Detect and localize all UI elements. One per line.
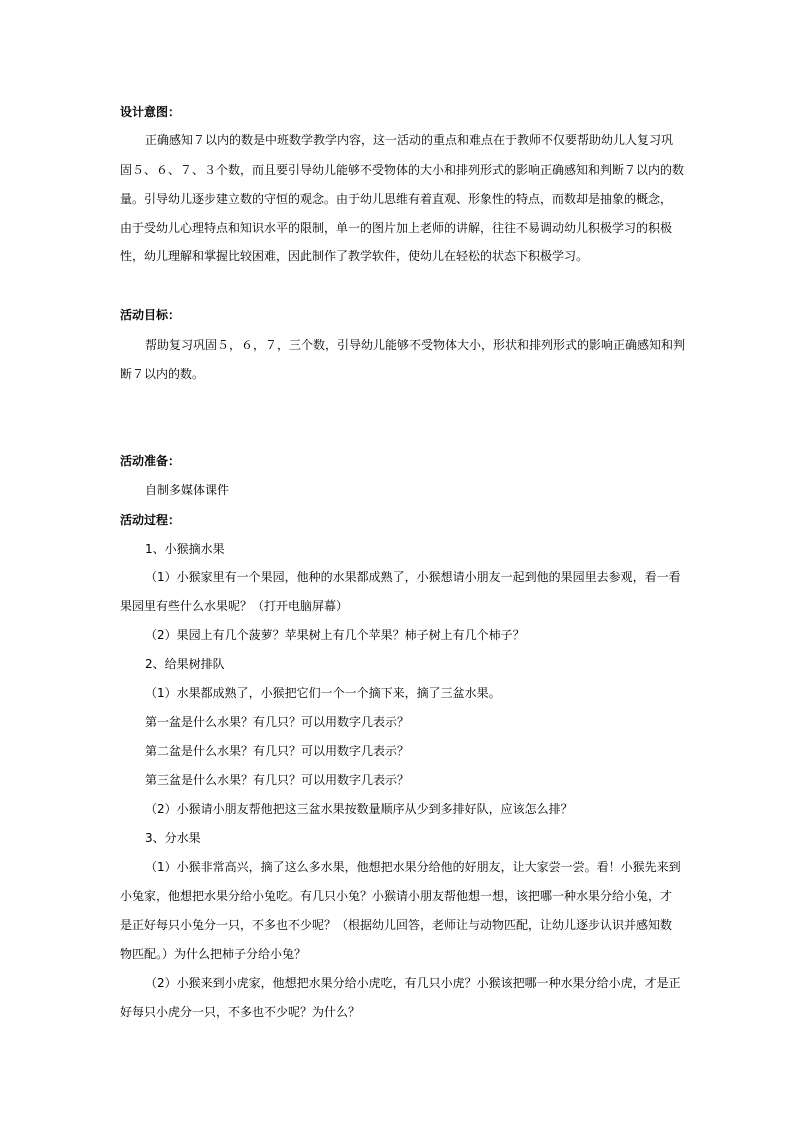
process-line: 3、分水果 [145, 831, 201, 845]
process-heading: 活动过程： [120, 513, 181, 527]
design-intent-heading: 设计意图： [120, 105, 181, 119]
process-line: 是正好每只小兔分一只，不多也不少呢？（根据幼儿回答，老师让与动物匹配，让幼儿逐步认识并感知数 [120, 918, 673, 932]
design-intent-line: 正确感知７以内的数是中班数学教学内容，这一活动的重点和难点在于教师不仅要帮助幼儿人复习巩 [145, 133, 674, 147]
process-line: 果园里有些什么水果呢？（打开电脑屏幕） [120, 599, 349, 613]
objective-line: 帮助复习巩固５，６，７，三个数，引导幼儿能够不受物体大小，形状和排列形式的影响正确感知和判 [145, 338, 686, 352]
process-line: （1）小猴家里有一个果园，他种的水果都成熟了，小猴想请小朋友一起到他的果园里去参观，看一看 [145, 570, 681, 584]
preparation-heading: 活动准备： [120, 454, 181, 468]
objective-heading: 活动目标： [120, 308, 181, 322]
process-line: 2、给果树排队 [145, 657, 225, 671]
process-line: 第三盆是什么水果？有几只？可以用数字几表示？ [145, 773, 410, 787]
process-line: （2）果园上有几个菠萝？苹果树上有几个苹果？柿子树上有几个柿子？ [145, 628, 525, 642]
process-line: 物匹配。）为什么把柿子分给小兔？ [120, 947, 307, 961]
process-line: （1）水果都成熟了，小猴把它们一个一个摘下来，摘了三盆水果。 [145, 686, 501, 700]
process-line: 小兔家，他想把水果分给小兔吃。有几只小兔？小猴请小朋友帮他想一想，该把哪一种水果分给小兔，才 [120, 889, 673, 903]
preparation-text: 自制多媒体课件 [145, 483, 230, 497]
process-line: （1）小猴非常高兴，摘了这么多水果，他想把水果分给他的好朋友，让大家尝一尝。看！小猴先来到 [145, 860, 681, 874]
design-intent-line: 性，幼儿理解和掌握比较困难，因此制作了教学软件，使幼儿在轻松的状态下积极学习。 [120, 249, 589, 263]
process-line: 第一盆是什么水果？有几只？可以用数字几表示？ [145, 715, 410, 729]
design-intent-line: 固５、６、７、３个数，而且要引导幼儿能够不受物体的大小和排列形式的影响正确感知和判断７以内的数 [120, 163, 685, 177]
objective-line: 断７以内的数。 [120, 367, 205, 381]
process-line: 第二盆是什么水果？有几只？可以用数字几表示？ [145, 744, 410, 758]
process-line: 好每只小虎分一只，不多也不少呢？为什么？ [120, 1005, 361, 1019]
design-intent-line: 量。引导幼儿逐步建立数的守恒的观念。由于幼儿思维有着直观、形象性的特点，而数却是抽象的概念， [120, 192, 673, 206]
process-line: 1、小猴摘水果 [145, 542, 225, 556]
process-line: （2）小猴请小朋友帮他把这三盆水果按数量顺序从少到多排好队，应该怎么排？ [145, 802, 573, 816]
process-line: （2）小猴来到小虎家，他想把水果分给小虎吃，有几只小虎？小猴该把哪一种水果分给小虎，才是正 [145, 976, 681, 990]
design-intent-line: 由于受幼儿心理特点和知识水平的限制，单一的图片加上老师的讲解，往往不易调动幼儿积极学习的积极 [120, 221, 673, 235]
